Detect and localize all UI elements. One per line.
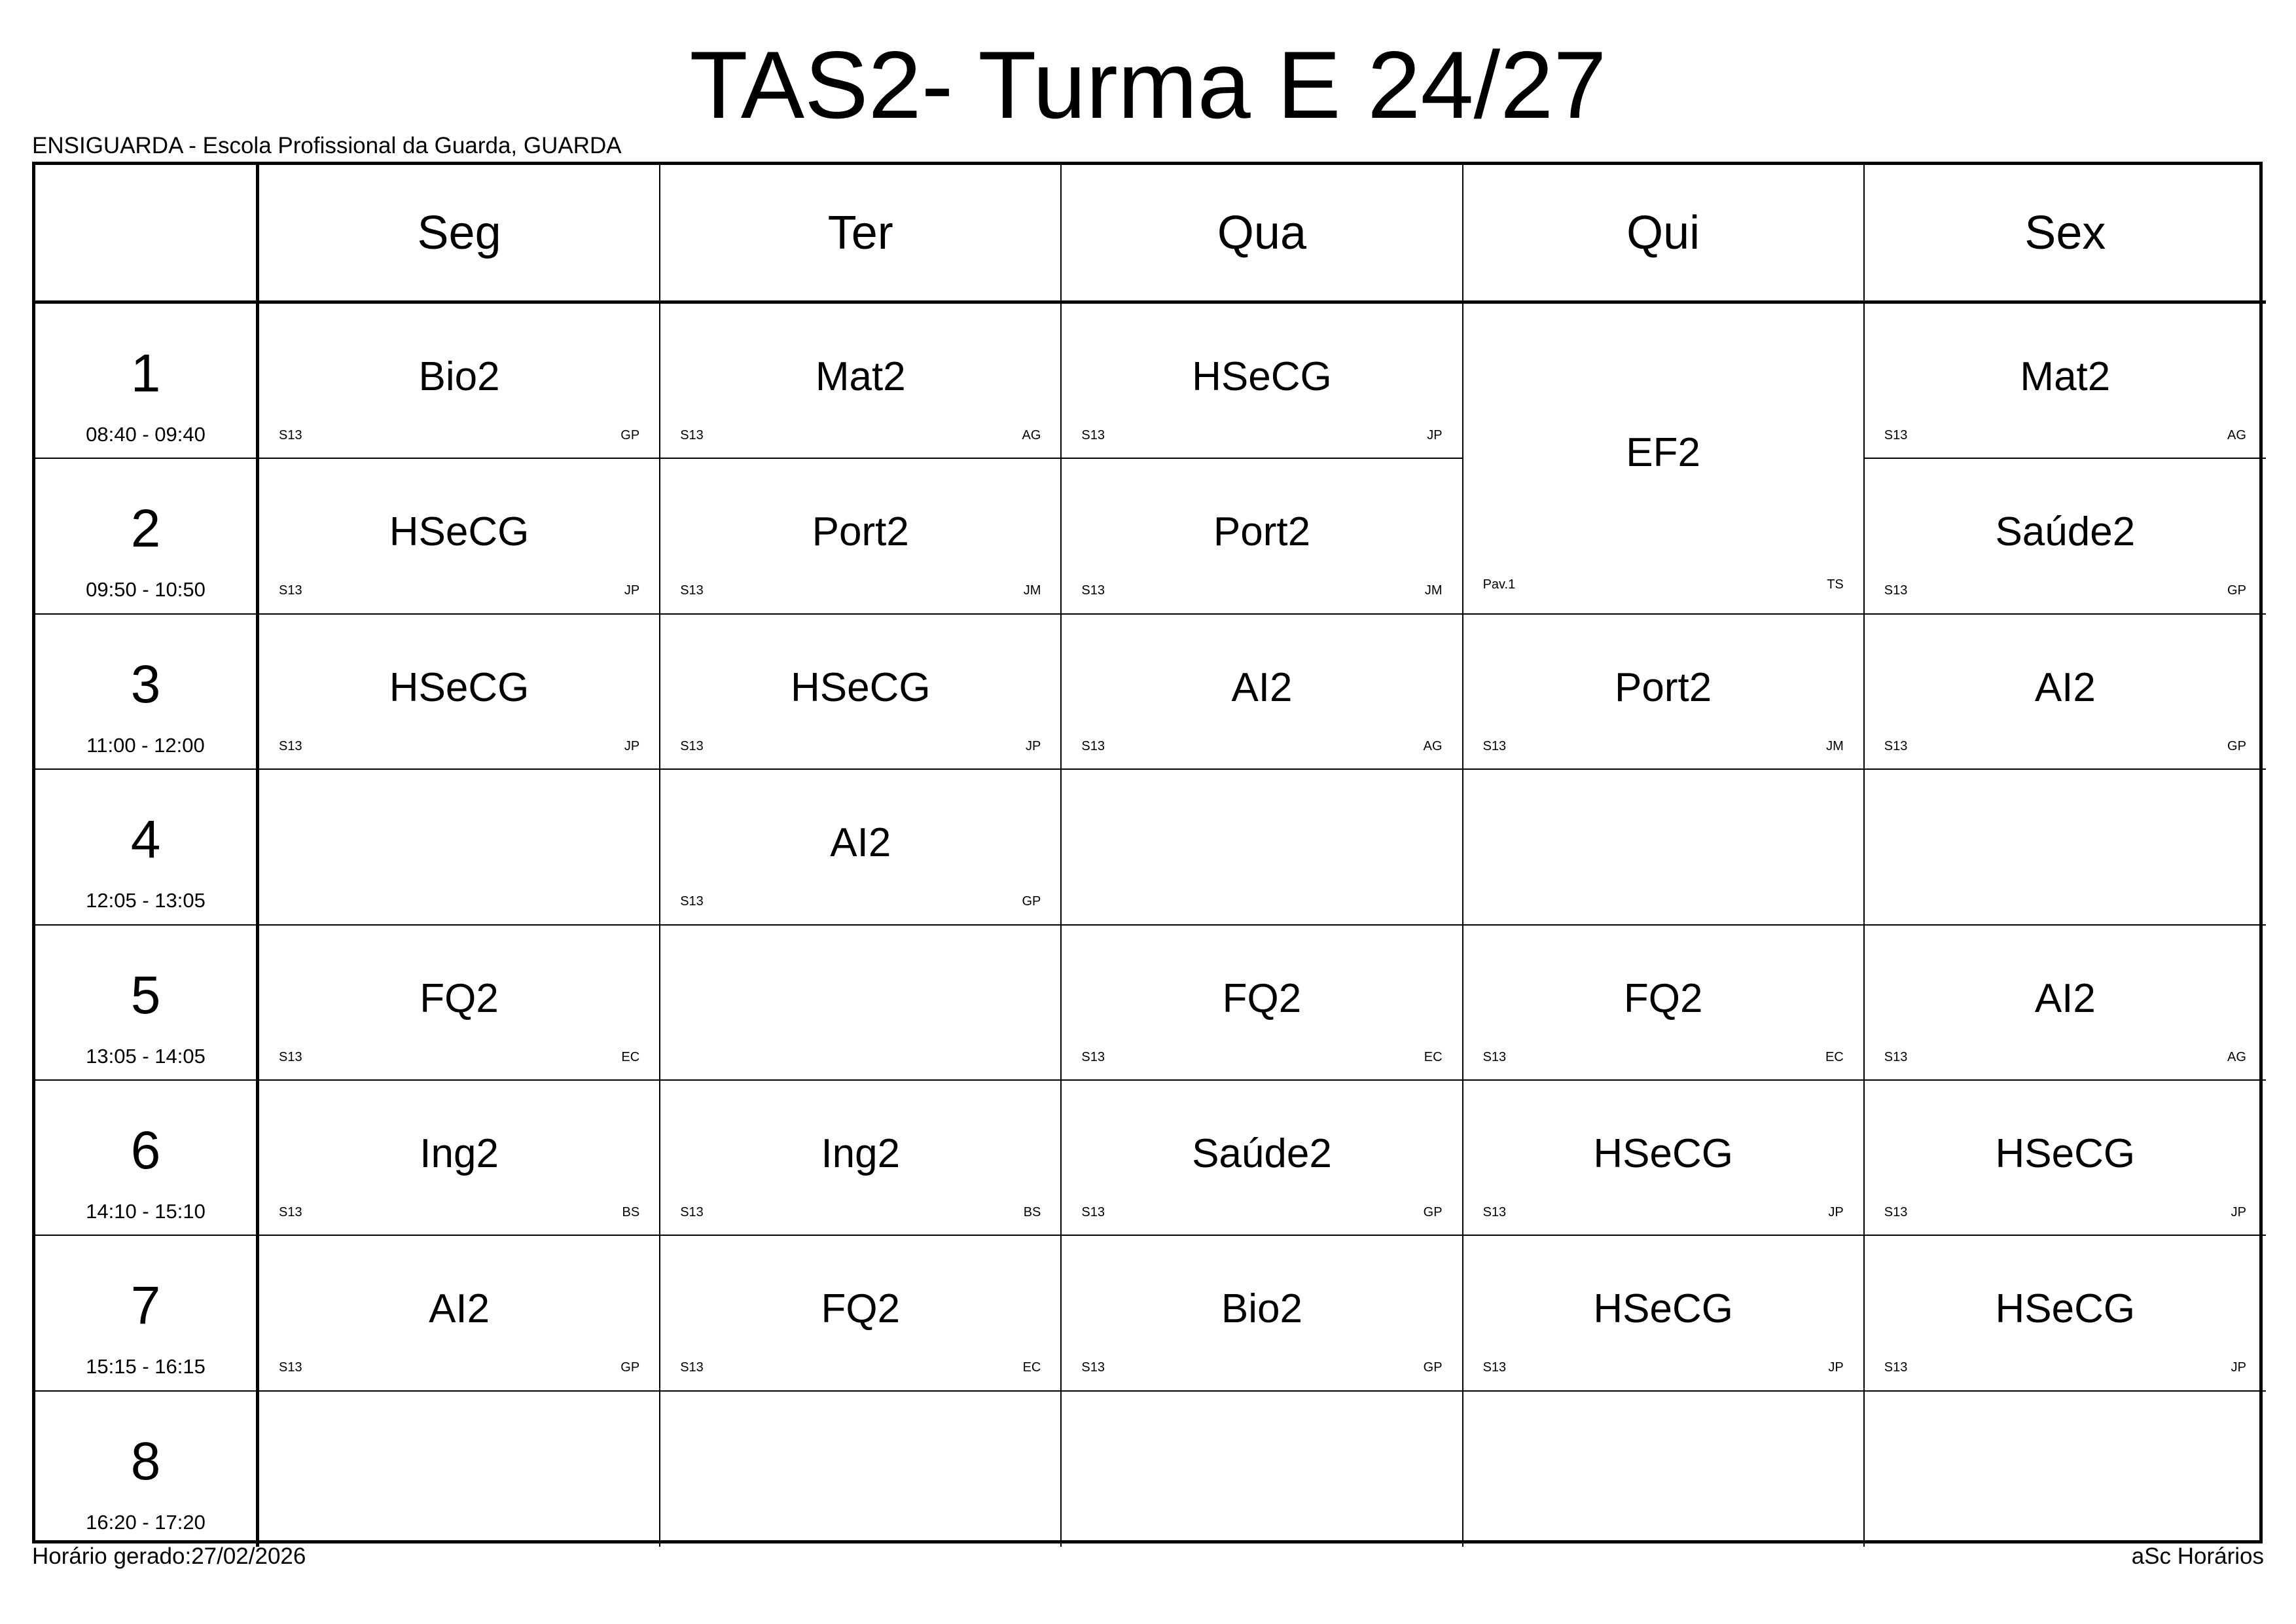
- lesson-teacher: EC: [1424, 1049, 1443, 1064]
- period-number: 7: [130, 1276, 161, 1336]
- lesson-room: S13: [279, 1049, 302, 1064]
- lesson-cell: [259, 1236, 660, 1391]
- empty-cell: [1062, 1392, 1463, 1547]
- lesson-cell: [1062, 304, 1463, 459]
- lesson-cell: [1463, 615, 1865, 770]
- lesson-room: S13: [1081, 1360, 1105, 1375]
- corner-cell: [35, 165, 259, 304]
- period-time: 12:05 - 13:05: [86, 889, 206, 912]
- lesson-teacher: GP: [1423, 1204, 1443, 1219]
- period-cell: [35, 926, 259, 1081]
- lesson-room: S13: [279, 583, 302, 598]
- lesson-cell: [259, 926, 660, 1081]
- lesson-subject: FQ2: [1623, 975, 1703, 1021]
- lesson-subject: FQ2: [821, 1286, 901, 1332]
- lesson-teacher: JP: [2231, 1360, 2246, 1375]
- lesson-teacher: JP: [1828, 1360, 1844, 1375]
- period-cell: [35, 304, 259, 459]
- lesson-subject: HSeCG: [1192, 354, 1332, 399]
- lesson-subject: HSeCG: [1593, 1286, 1733, 1332]
- lesson-teacher: AG: [2227, 1049, 2246, 1064]
- lesson-room: S13: [1482, 1049, 1507, 1064]
- lesson-subject: HSeCG: [790, 664, 931, 710]
- empty-cell: [1463, 1392, 1865, 1547]
- lesson-room: Pav.1: [1482, 577, 1516, 592]
- lesson-cell: [1062, 1081, 1463, 1236]
- day-header-qua: Qua: [1062, 165, 1463, 304]
- lesson-subject: Port2: [1615, 664, 1712, 710]
- lesson-subject: AI2: [429, 1286, 490, 1332]
- lesson-teacher: JM: [1023, 583, 1041, 598]
- lesson-room: S13: [680, 583, 704, 598]
- lesson-cell: [1865, 1081, 2266, 1236]
- lesson-room: S13: [680, 1360, 704, 1375]
- lesson-subject: Bio2: [418, 354, 500, 399]
- period-cell: [35, 1236, 259, 1391]
- lesson-teacher: EC: [1825, 1049, 1844, 1064]
- period-cell: [35, 615, 259, 770]
- lesson-subject: Bio2: [1221, 1286, 1303, 1332]
- period-cell: [35, 1392, 259, 1547]
- empty-cell: [1463, 770, 1865, 925]
- period-number: 2: [130, 499, 161, 559]
- period-cell: [35, 770, 259, 925]
- period-number: 6: [130, 1120, 161, 1180]
- lesson-subject: Port2: [1213, 509, 1311, 555]
- lesson-cell: [1463, 1081, 1865, 1236]
- period-number: 8: [130, 1431, 161, 1491]
- lesson-teacher: JP: [624, 583, 640, 598]
- period-time: 11:00 - 12:00: [86, 733, 205, 757]
- empty-cell: [259, 770, 660, 925]
- lesson-teacher: EC: [621, 1049, 640, 1064]
- lesson-teacher: GP: [620, 1360, 640, 1375]
- lesson-subject: HSeCG: [1593, 1130, 1733, 1176]
- lesson-subject: HSeCG: [1995, 1286, 2136, 1332]
- lesson-room: S13: [279, 738, 302, 753]
- empty-cell: [1865, 1392, 2266, 1547]
- lesson-room: S13: [680, 738, 704, 753]
- brand-label: aSc Horários: [2131, 1543, 2264, 1569]
- period-time: 14:10 - 15:10: [86, 1199, 206, 1223]
- empty-cell: [660, 1392, 1062, 1547]
- generated-date: Horário gerado:27/02/2026: [32, 1543, 306, 1569]
- empty-cell: [259, 1392, 660, 1547]
- period-time: 13:05 - 14:05: [86, 1044, 206, 1068]
- lesson-teacher: JP: [624, 738, 640, 753]
- lesson-cell: [660, 1236, 1062, 1391]
- lesson-cell-double: [1463, 304, 1865, 615]
- lesson-teacher: JM: [1826, 738, 1844, 753]
- period-time: 08:40 - 09:40: [86, 423, 206, 446]
- lesson-room: S13: [1884, 428, 1908, 442]
- lesson-cell: [1865, 459, 2266, 614]
- lesson-room: S13: [1081, 738, 1105, 753]
- day-header-seg: Seg: [259, 165, 660, 304]
- lesson-cell: [1865, 926, 2266, 1081]
- lesson-subject: AI2: [2034, 664, 2096, 710]
- day-header-sex: Sex: [1865, 165, 2266, 304]
- lesson-cell: [660, 615, 1062, 770]
- period-time: 15:15 - 16:15: [86, 1355, 206, 1379]
- lesson-cell: [1463, 926, 1865, 1081]
- lesson-cell: [660, 770, 1062, 925]
- empty-cell: [1865, 770, 2266, 925]
- lesson-room: S13: [279, 1360, 302, 1375]
- lesson-cell: [259, 1081, 660, 1236]
- lesson-room: S13: [1081, 1204, 1105, 1219]
- period-number: 4: [130, 810, 161, 870]
- lesson-subject: AI2: [830, 820, 891, 866]
- lesson-teacher: GP: [1423, 1360, 1443, 1375]
- lesson-teacher: GP: [2227, 738, 2246, 753]
- lesson-room: S13: [1482, 1360, 1507, 1375]
- lesson-cell: [1062, 1236, 1463, 1391]
- lesson-cell: [660, 459, 1062, 614]
- lesson-room: S13: [680, 894, 704, 909]
- period-number: 3: [130, 654, 161, 714]
- lesson-cell: [660, 1081, 1062, 1236]
- period-number: 1: [130, 344, 161, 403]
- period-number: 5: [130, 965, 161, 1025]
- lesson-teacher: TS: [1827, 577, 1844, 592]
- lesson-room: S13: [1884, 1049, 1908, 1064]
- lesson-cell: [1062, 926, 1463, 1081]
- lesson-room: S13: [1482, 1204, 1507, 1219]
- lesson-cell: [259, 304, 660, 459]
- period-cell: [35, 459, 259, 614]
- period-time: 09:50 - 10:50: [86, 578, 206, 602]
- lesson-subject: Saúde2: [1995, 509, 2136, 555]
- lesson-subject: HSeCG: [389, 509, 529, 555]
- lesson-room: S13: [1081, 428, 1105, 442]
- lesson-cell: [1865, 1236, 2266, 1391]
- lesson-teacher: JP: [1427, 428, 1443, 442]
- lesson-subject: Port2: [812, 509, 909, 555]
- timetable-grid: [32, 162, 2263, 1543]
- lesson-cell: [660, 304, 1062, 459]
- lesson-teacher: BS: [622, 1204, 640, 1219]
- lesson-subject: HSeCG: [1995, 1130, 2136, 1176]
- lesson-subject: AI2: [2034, 975, 2096, 1021]
- lesson-teacher: GP: [2227, 583, 2246, 598]
- lesson-subject: AI2: [1231, 664, 1293, 710]
- lesson-subject: Ing2: [420, 1130, 499, 1176]
- lesson-subject: FQ2: [420, 975, 499, 1021]
- lesson-cell: [1062, 615, 1463, 770]
- lesson-room: S13: [1884, 1360, 1908, 1375]
- lesson-room: S13: [279, 1204, 302, 1219]
- lesson-teacher: AG: [2227, 428, 2246, 442]
- lesson-room: S13: [680, 428, 704, 442]
- lesson-teacher: EC: [1022, 1360, 1041, 1375]
- lesson-teacher: JP: [1026, 738, 1041, 753]
- lesson-room: S13: [1081, 1049, 1105, 1064]
- lesson-subject: EF2: [1626, 430, 1701, 475]
- lesson-room: S13: [1884, 1204, 1908, 1219]
- lesson-cell: [1062, 459, 1463, 614]
- lesson-teacher: JP: [1828, 1204, 1844, 1219]
- lesson-subject: Mat2: [815, 354, 906, 399]
- lesson-subject: HSeCG: [389, 664, 529, 710]
- period-cell: [35, 1081, 259, 1236]
- lesson-room: S13: [279, 428, 302, 442]
- period-time: 16:20 - 17:20: [86, 1510, 206, 1534]
- lesson-teacher: JP: [2231, 1204, 2246, 1219]
- lesson-teacher: JM: [1424, 583, 1443, 598]
- lesson-subject: Saúde2: [1192, 1130, 1332, 1176]
- lesson-cell: [1865, 304, 2266, 459]
- day-header-ter: Ter: [660, 165, 1062, 304]
- day-header-qui: Qui: [1463, 165, 1865, 304]
- empty-cell: [1062, 770, 1463, 925]
- lesson-room: S13: [680, 1204, 704, 1219]
- page-title: TAS2- Turma E 24/27: [689, 31, 1607, 138]
- lesson-subject: Ing2: [821, 1130, 901, 1176]
- school-name: ENSIGUARDA - Escola Profissional da Guarda, GUARDA: [32, 133, 622, 158]
- lesson-cell: [259, 459, 660, 614]
- lesson-cell: [1463, 1236, 1865, 1391]
- lesson-room: S13: [1081, 583, 1105, 598]
- lesson-teacher: GP: [1022, 894, 1041, 909]
- lesson-subject: FQ2: [1222, 975, 1302, 1021]
- lesson-room: S13: [1884, 583, 1908, 598]
- lesson-cell: [1865, 615, 2266, 770]
- lesson-teacher: GP: [620, 428, 640, 442]
- empty-cell: [660, 926, 1062, 1081]
- lesson-teacher: AG: [1022, 428, 1041, 442]
- lesson-subject: Mat2: [2020, 354, 2111, 399]
- lesson-teacher: AG: [1423, 738, 1443, 753]
- lesson-room: S13: [1884, 738, 1908, 753]
- lesson-cell: [259, 615, 660, 770]
- lesson-room: S13: [1482, 738, 1507, 753]
- lesson-teacher: BS: [1023, 1204, 1041, 1219]
